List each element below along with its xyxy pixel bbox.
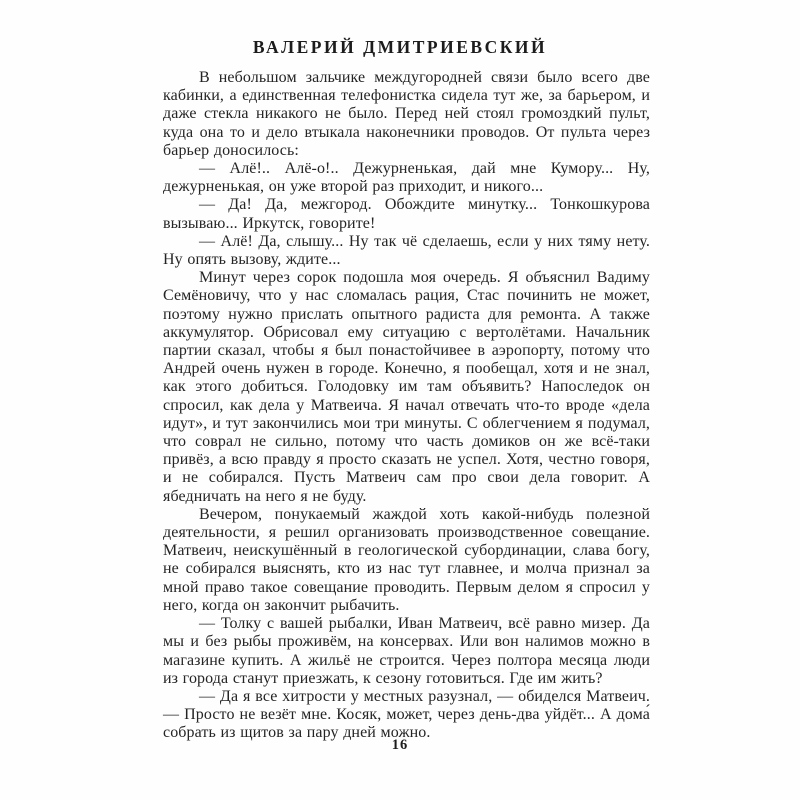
running-head-author: ВАЛЕРИЙ ДМИТРИЕВСКИЙ [252,37,548,57]
paragraph: — Да я все хитрости у местных разузнал, — обиделся Матвеич. — Просто не везёт мне. Косяк, может, через день-два уйдёт... А дома́ собрать из щитов за пару дней можно. [163,687,650,742]
paragraph: — Да! Да, межгород. Обождите минутку... Тонкошкурова вызываю... Иркутск, говорите! [163,196,650,232]
paragraph: В небольшом зальчике междугородней связи было всего две кабинки, а единственная телефонистка сидела тут же, за барьером, и даже стекла никакого не было. Перед ней стоял громоздкий пульт, куда она то и дело втыкала наконечники проводов. От пульта через барьер доносилось: [163,69,650,159]
body-text [163,69,650,743]
paragraph: — Алё!.. Алё-о!.. Дежурненькая, дай мне Кумору... Ну, дежурненькая, он уже второй раз приходит, и никого... [163,160,650,196]
paragraph: Вечером, понукаемый жаждой хоть какой-нибудь полезной деятельности, я решил организовать производственное совещание. Матвеич, неискушённый в геологической субординации, слава богу, не собирался выяснять, кто из нас тут главнее, и молча признал за мной право такое совещание проводить. Первым делом я спросил у него, когда он закончит рыбачить. [163,505,650,614]
paragraph: Минут через сорок подошла моя очередь. Я объяснил Вадиму Семёновичу, что у нас сломалась рация, Стас починить не может, поэтому нужно прислать опытного радиста для ремонта. А также аккумулятор. Обрисовал ему ситуацию с вертолётами. Начальник партии сказал, чтобы я был понастойчивее в аэропорту, потому что Андрей очень нужен в городе. Конечно, я пообещал, хотя и не знал, как этого добиться. Голодовку им там объявить? Напоследок он спросил, как дела у Матвеича. Я начал отвечать что-то вроде «дела идут», и тут закончились мои три минуты. С облегчением я подумал, что соврал не сильно, потому что часть домиков он же всё-таки привёз, а всю правду я просто сказать не успел. Хотя, честно говоря, и не собирался. Пусть Матвеич сам про свои дела говорит. А ябедничать на него я не буду. [163,269,650,505]
page-number: 16 [391,737,409,753]
paragraph: — Толку с вашей рыбалки, Иван Матвеич, всё равно мизер. Да мы и без рыбы проживём, на консервах. Или вон налимов можно в магазине купить. А жильё не строится. Через полтора месяца люди из города станут приезжать, к сезону готовиться. Где им жить? [163,615,650,687]
paragraph: — Алё! Да, слышу... Ну так чё сделаешь, если у них тяму нету. Ну опять вызову, ждите... [163,232,650,269]
